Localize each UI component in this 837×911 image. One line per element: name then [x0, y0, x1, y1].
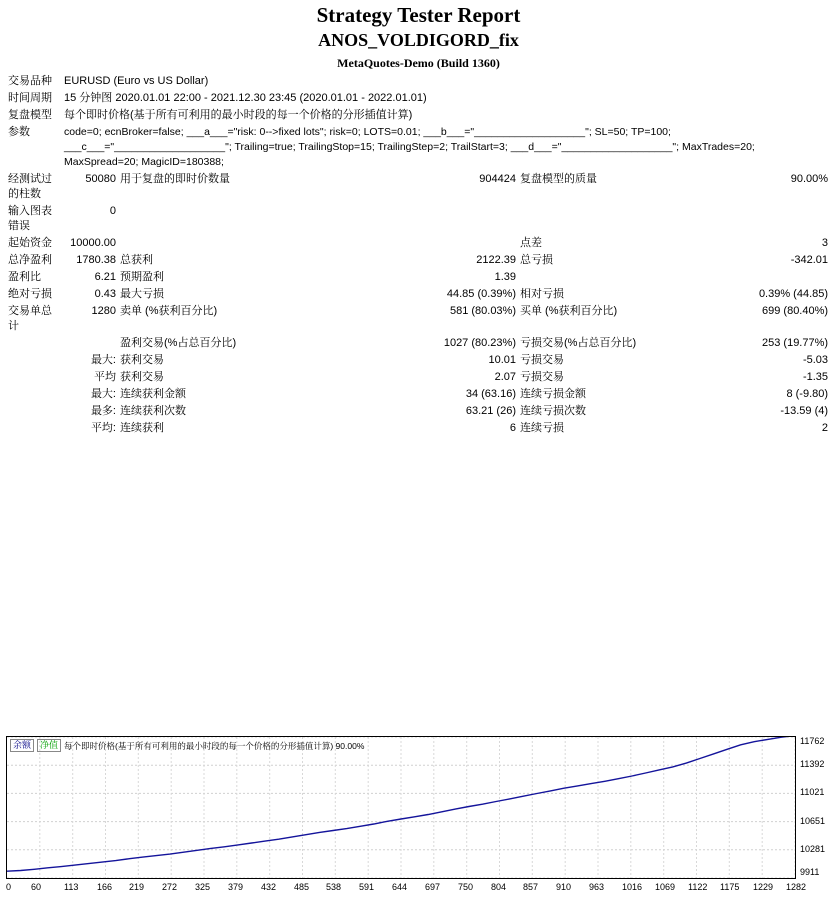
largest-profit-value: 10.01	[488, 354, 516, 366]
max-drawdown-value: 44.85 (0.39%)	[446, 288, 516, 300]
gross-loss-value: -342.01	[790, 254, 829, 266]
legend-caption: 每个即时价格(基于所有可利用的最小时段的每一个价格的分形插值计算) 90.00%	[64, 740, 365, 751]
table-row	[6, 335, 830, 352]
x-tick-label: 804	[491, 882, 507, 892]
profit-factor-value: 6.21	[94, 271, 116, 283]
table-row	[6, 403, 830, 420]
long-positions-value: 699 (80.40%)	[762, 305, 829, 317]
table-row	[6, 90, 830, 107]
avg-cons-losses-value: 2	[821, 422, 829, 434]
table-row	[6, 252, 830, 269]
period-label: 时间周期	[8, 92, 52, 104]
x-tick-label: 219	[129, 882, 145, 892]
max-cons-wins-value: 34 (63.16)	[465, 388, 516, 400]
x-tick-label: 591	[359, 882, 375, 892]
y-tick-label: 10651	[800, 816, 826, 826]
x-tick-label: 272	[162, 882, 178, 892]
max-cons-losses-value: 8 (-9.80)	[786, 388, 829, 400]
total-trades-value: 1280	[91, 305, 116, 317]
expert-name: ANOS_VOLDIGORD_fix	[318, 30, 519, 50]
table-row	[6, 107, 830, 124]
total-trades-label: 交易单总计	[8, 305, 52, 332]
server-build: MetaQuotes-Demo (Build 1360)	[337, 56, 500, 70]
abs-drawdown-value: 0.43	[94, 288, 116, 300]
page-title: Strategy Tester Report	[316, 3, 521, 27]
parameters-label: 参数	[8, 126, 30, 138]
spread-label: 点差	[520, 237, 542, 249]
symbol-label: 交易品种	[8, 75, 52, 87]
avg-label: 平均:	[90, 422, 116, 434]
most-cons-wins-label: 连续获利次数	[120, 405, 186, 417]
most-cons-wins-value: 63.21 (26)	[465, 405, 516, 417]
x-tick-label: 750	[458, 882, 474, 892]
table-row	[6, 420, 830, 437]
quality-value: 90.00%	[790, 173, 829, 185]
table-row	[6, 235, 830, 252]
x-tick-label: 0	[6, 882, 12, 892]
profit-factor-label: 盈利比	[8, 271, 41, 283]
y-tick-label: 11021	[800, 787, 825, 797]
bars-label: 经测试过的柱数	[8, 173, 52, 200]
long-positions-label: 买单 (%获利百分比)	[520, 305, 618, 317]
chart-x-axis	[6, 882, 837, 896]
average-profit-value: 2.07	[494, 371, 516, 383]
y-tick-label: 11762	[800, 736, 825, 746]
expected-payoff-label: 预期盈利	[120, 271, 164, 283]
spread-value: 3	[821, 237, 829, 249]
avg-cons-wins-label: 连续获利	[120, 422, 164, 434]
chart-legend	[10, 739, 364, 752]
gross-loss-label: 总亏损	[520, 254, 553, 266]
bars-value: 50080	[85, 173, 116, 185]
period-value: 15 分钟图 2020.01.01 22:00 - 2021.12.30 23:45 (2020.01.01 - 2022.01.01)	[64, 92, 427, 104]
largest-loss-value: -5.03	[802, 354, 829, 366]
x-tick-label: 1069	[655, 882, 676, 892]
avg-cons-wins-value: 6	[509, 422, 516, 434]
average-loss-label: 亏损交易	[520, 371, 564, 383]
mismatch-label: 输入图表错误	[8, 205, 52, 232]
x-tick-label: 1175	[720, 882, 740, 892]
chart-y-axis	[798, 736, 837, 879]
table-row	[6, 124, 830, 171]
x-tick-label: 166	[97, 882, 113, 892]
legend-balance: 余额	[10, 739, 34, 752]
average-label: 平均	[94, 371, 116, 383]
table-row	[6, 171, 830, 203]
gross-profit-value: 2122.39	[476, 254, 516, 266]
table-row	[6, 386, 830, 403]
x-tick-label: 379	[228, 882, 244, 892]
y-tick-label: 11392	[800, 759, 825, 769]
initial-deposit-value: 10000.00	[70, 237, 116, 249]
max-cons-wins-label: 连续获利金额	[120, 388, 186, 400]
legend-equity: 净值	[37, 739, 61, 752]
profit-trades-value: 1027 (80.23%)	[443, 337, 516, 349]
x-tick-label: 432	[261, 882, 277, 892]
ticks-value: 904424	[479, 173, 516, 185]
short-positions-label: 卖单 (%获利百分比)	[120, 305, 218, 317]
x-tick-label: 325	[195, 882, 211, 892]
report-header	[0, 0, 837, 73]
loss-trades-label: 亏损交易(%占总百分比)	[520, 337, 637, 349]
quality-label: 复盘模型的质量	[520, 173, 597, 185]
rel-drawdown-value: 0.39% (44.85)	[758, 288, 829, 300]
x-tick-label: 963	[589, 882, 605, 892]
loss-trades-value: 253 (19.77%)	[762, 337, 829, 349]
most-cons-losses-label: 连续亏损次数	[520, 405, 586, 417]
ticks-label: 用于复盘的即时价数量	[120, 173, 230, 185]
report-table	[6, 73, 830, 437]
initial-deposit-label: 起始资金	[8, 237, 52, 249]
x-tick-label: 644	[392, 882, 408, 892]
expected-payoff-value: 1.39	[494, 271, 516, 283]
x-tick-label: 60	[31, 882, 42, 892]
x-tick-label: 1282	[786, 882, 807, 892]
table-row	[6, 269, 830, 286]
chart-gridlines	[7, 737, 795, 878]
equity-chart	[6, 736, 830, 906]
chart-svg	[7, 737, 795, 878]
short-positions-value: 581 (80.03%)	[449, 305, 516, 317]
mismatch-value: 0	[109, 205, 116, 217]
most-label: 最多:	[90, 405, 116, 417]
net-profit-value: 1780.38	[76, 254, 116, 266]
table-row	[6, 352, 830, 369]
largest-label: 最大:	[90, 354, 116, 366]
net-profit-label: 总净盈利	[8, 254, 52, 266]
largest-profit-label: 获利交易	[120, 354, 164, 366]
parameters-value: code=0; ecnBroker=false; ___a___="risk: 0-->fixed lots"; risk=0; LOTS=0.01; ___b___="___________________"; SL=50; TP=100; ___c___="___________________"; Trailing=true; TrailingStop=15; TrailingStep=2; TrailStart=3; ___d___="___________________"; MaxTrades=20; MaxSpread=20; MagicID=180388;	[64, 126, 755, 168]
y-tick-label: 10281	[800, 844, 826, 854]
average-loss-value: -1.35	[802, 371, 829, 383]
max-cons-losses-label: 连续亏损金额	[520, 388, 586, 400]
x-tick-label: 1122	[688, 882, 708, 892]
table-row	[6, 203, 830, 235]
x-tick-label: 857	[523, 882, 539, 892]
x-tick-label: 697	[425, 882, 441, 892]
x-tick-label: 1016	[622, 882, 643, 892]
model-label: 复盘模型	[8, 109, 52, 121]
rel-drawdown-label: 相对亏损	[520, 288, 564, 300]
model-value: 每个即时价格(基于所有可利用的最小时段的每一个价格的分形插值计算)	[64, 109, 413, 121]
x-tick-label: 538	[326, 882, 342, 892]
avg-cons-losses-label: 连续亏损	[520, 422, 564, 434]
x-tick-label: 113	[64, 882, 79, 892]
largest-loss-label: 亏损交易	[520, 354, 564, 366]
table-row	[6, 369, 830, 386]
maximum-label: 最大:	[90, 388, 116, 400]
max-drawdown-label: 最大亏损	[120, 288, 164, 300]
average-profit-label: 获利交易	[120, 371, 164, 383]
x-tick-label: 1229	[753, 882, 774, 892]
profit-trades-label: 盈利交易(%占总百分比)	[120, 337, 237, 349]
table-row	[6, 73, 830, 90]
chart-plot-area	[6, 736, 796, 879]
table-row	[6, 303, 830, 335]
x-tick-label: 910	[556, 882, 572, 892]
gross-profit-label: 总获利	[120, 254, 153, 266]
table-row	[6, 286, 830, 303]
most-cons-losses-value: -13.59 (4)	[780, 405, 829, 417]
y-tick-label: 9911	[800, 867, 820, 877]
x-tick-label: 485	[294, 882, 310, 892]
abs-drawdown-label: 绝对亏损	[8, 288, 52, 300]
symbol-value: EURUSD (Euro vs US Dollar)	[64, 75, 209, 87]
